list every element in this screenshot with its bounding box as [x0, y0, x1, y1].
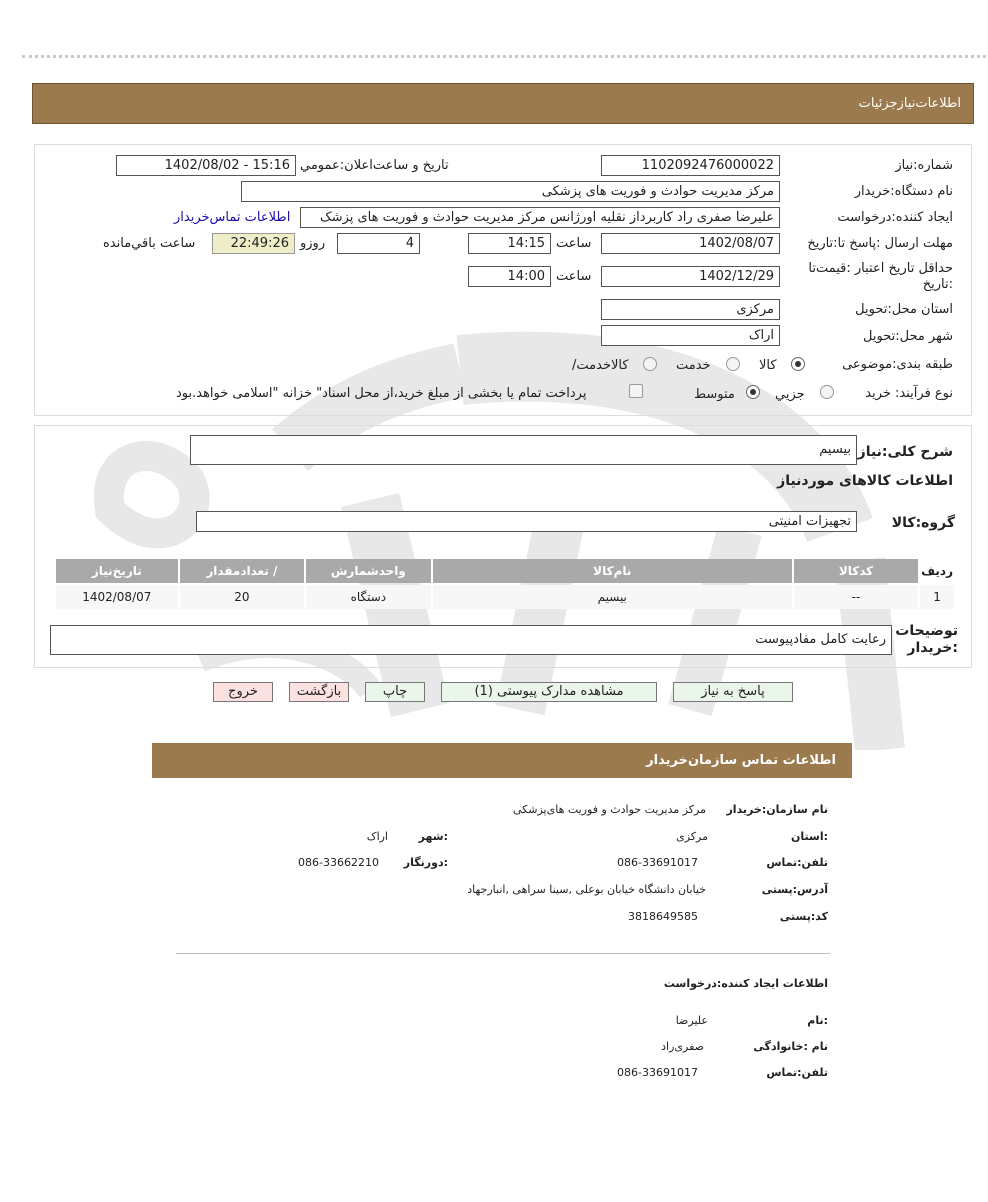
treasury-payment-note: پرداخت تمام یا بخشی از مبلغ خرید،از محل اسناد" خزانه "اسلامی خواهد.بود: [176, 386, 587, 401]
breadcrumb-details[interactable]: جزئیات: [858, 96, 898, 111]
print-button[interactable]: چاپ: [365, 682, 425, 702]
process-option-medium: متوسط: [694, 387, 735, 402]
th-goods-code: کدکالا: [794, 559, 918, 583]
deadline-hour-label: ساعت: [556, 236, 592, 251]
th-row-number: ردیف: [920, 559, 954, 583]
category-option-service: خدمت: [676, 358, 711, 373]
th-unit: واحدشمارش: [306, 559, 431, 583]
announce-field: 1402/08/02 - 15:16: [116, 155, 296, 176]
validity-hour-label: ساعت: [556, 269, 592, 284]
contact-info-link[interactable]: اطلاعات تماس‌خریدار: [174, 210, 291, 225]
requester-name-label: :نام: [807, 1014, 828, 1027]
goods-heading: اطلاعات کالاهای موردنیاز: [777, 473, 953, 489]
process-radio-medium[interactable]: [746, 385, 760, 399]
contact-city-label: :شهر: [418, 830, 448, 843]
buyer-contact-header: اطلاعات تماس سازمان‌خریدار: [152, 743, 852, 778]
group-field: تجهیزات امنیتی: [196, 511, 857, 532]
validity-time-field: 14:00: [468, 266, 551, 287]
category-option-goods: کالا: [759, 358, 777, 373]
category-option-goods-service: /کالاخدمت: [572, 358, 629, 373]
category-radio-service[interactable]: [726, 357, 740, 371]
description-label: شرح کلی:نیاز: [857, 444, 953, 460]
contact-address-value: خیابان دانشگاه خیابان بوعلی ,سینا سراهی ,انبارجهاد: [467, 883, 706, 896]
province-label: استان محل:تحویل: [855, 302, 953, 317]
contact-divider: [176, 953, 830, 954]
contact-city-value: اراک: [366, 830, 388, 843]
buyer-org-label: نام دستگاه:خریدار: [854, 184, 953, 199]
days-label: روزو: [300, 236, 326, 251]
cell-goods-code: --: [794, 585, 918, 609]
contact-province-value: مرکزی: [676, 830, 708, 843]
need-number-field: 1102092476000022: [601, 155, 780, 176]
buyer-org-name-value: مرکز مدیریت حوادث و فوریت های‌پزشکی: [513, 803, 706, 816]
cell-unit: دستگاه: [306, 585, 431, 609]
requester-heading: اطلاعات ایجاد کننده:درخواست: [663, 977, 828, 990]
buyer-org-field: مرکز مدیریت حوادث و فوریت های پزشکی: [241, 181, 780, 202]
city-label: شهر محل:تحویل: [863, 329, 953, 344]
validity-date-field: 1402/12/29: [601, 266, 780, 287]
description-field: بیسیم: [190, 435, 857, 465]
category-radio-goods-service[interactable]: [643, 357, 657, 371]
category-label: طبقه بندی:موضوعی: [842, 357, 953, 372]
attachments-button[interactable]: مشاهده مدارک پیوستی (1): [441, 682, 657, 702]
remaining-label: ساعت باقي‌مانده: [103, 236, 196, 251]
th-goods-name: نام‌کالا: [433, 559, 792, 583]
contact-phone-label: تلفن:تماس: [766, 856, 828, 869]
th-quantity: / تعدادمقدار: [180, 559, 304, 583]
reply-button[interactable]: پاسخ به نیاز: [673, 682, 793, 702]
breadcrumb-need-info[interactable]: اطلاعات‌نیاز: [897, 96, 961, 111]
goods-table: [54, 557, 956, 611]
buyer-notes-field: رعایت کامل مفادپیوست: [50, 625, 892, 655]
creator-label: ایجاد کننده:درخواست: [837, 210, 953, 225]
treasury-payment-checkbox[interactable]: [629, 384, 643, 398]
goods-table-header: [56, 559, 954, 583]
announce-label: تاریخ و ساعت‌اعلان:عمومي: [300, 158, 449, 173]
contact-postal-label: کد:پستی: [779, 910, 828, 923]
requester-phone-value: 086-33691017: [617, 1066, 698, 1079]
table-row: [56, 585, 954, 609]
province-field: مرکزی: [601, 299, 780, 320]
buyer-org-name-label: نام سازمان:خریدار: [726, 803, 828, 816]
remaining-time-field: 22:49:26: [212, 233, 295, 254]
contact-postal-value: 3818649585: [628, 910, 698, 923]
requester-family-label: نام :خانوادگی: [753, 1040, 828, 1053]
deadline-time-field: 14:15: [468, 233, 551, 254]
contact-province-label: :استان: [791, 830, 828, 843]
category-radio-goods[interactable]: [791, 357, 805, 371]
top-divider: [22, 55, 986, 58]
page-header-bar: [32, 83, 974, 124]
back-button[interactable]: بازگشت: [289, 682, 349, 702]
deadline-date-field: 1402/08/07: [601, 233, 780, 254]
requester-phone-label: تلفن:تماس: [766, 1066, 828, 1079]
deadline-label: مهلت ارسال :پاسخ تا:تاریخ: [807, 236, 953, 251]
need-number-label: شماره:نیاز: [895, 158, 953, 173]
process-option-minor: جزيي: [775, 387, 805, 402]
exit-button[interactable]: خروج: [213, 682, 273, 702]
contact-phone-value: 086-33691017: [617, 856, 698, 869]
requester-name-value: علیرضا: [675, 1014, 708, 1027]
th-need-date: تاریخ‌نیاز: [56, 559, 178, 583]
contact-address-label: آدرس:پستی: [761, 883, 828, 896]
process-label: نوع فرآیند: خرید: [865, 386, 953, 401]
validity-label: حداقل تاریخ اعتبار :قیمت‌تا :تاریخ: [808, 261, 953, 292]
contact-fax-label: :دورنگار: [403, 856, 448, 869]
group-label: گروه:کالا: [891, 515, 955, 531]
cell-quantity: 20: [180, 585, 304, 609]
contact-fax-value: 086-33662210: [298, 856, 379, 869]
buyer-notes-label: توضیحات :خریدار: [895, 623, 958, 656]
cell-need-date: 1402/08/07: [56, 585, 178, 609]
city-field: اراک: [601, 325, 780, 346]
process-radio-minor[interactable]: [820, 385, 834, 399]
creator-field: علیرضا صفری راد کاربرداز نقلیه اورژانس مرکز مدیریت حوادث و فوریت های پزشک: [300, 207, 780, 228]
cell-goods-name: بیسیم: [433, 585, 792, 609]
cell-row-number: 1: [920, 585, 954, 609]
requester-family-value: صفری‌راد: [661, 1040, 704, 1053]
days-field: 4: [337, 233, 420, 254]
